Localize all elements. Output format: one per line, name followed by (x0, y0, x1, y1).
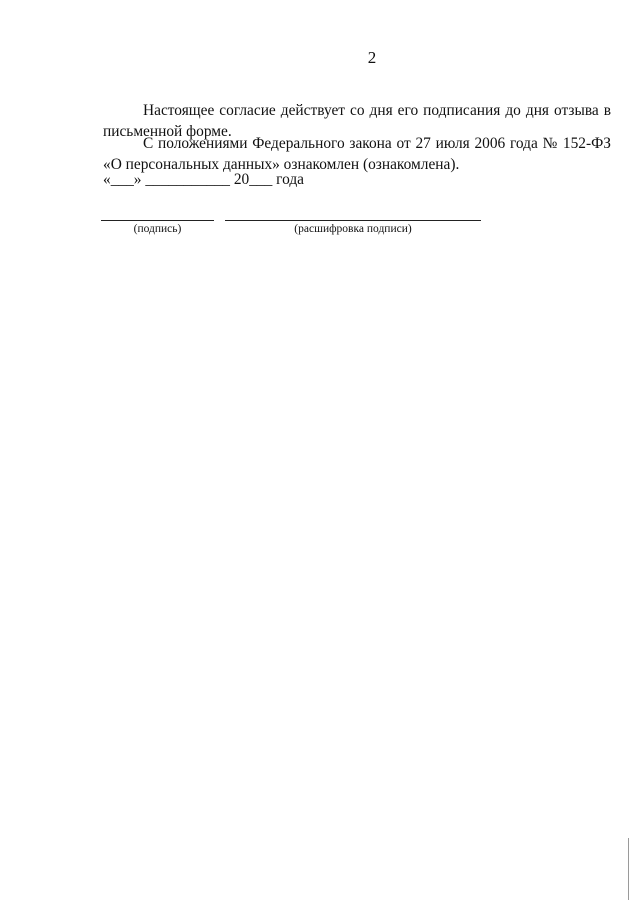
scan-edge-mark (628, 838, 629, 900)
signature-caption: (подпись) (133, 223, 182, 235)
signature-transcript-caption: (расшифровка подписи) (294, 223, 412, 235)
signature-line (101, 220, 214, 221)
page-number: 2 (367, 48, 377, 67)
date-line: «___» ___________ 20___ года (103, 171, 304, 188)
signature-transcript-line (225, 220, 481, 221)
consent-validity-paragraph: Настоящее согласие действует со дня его подписания до дня отзыва в письменной форме. (103, 102, 611, 141)
law-acknowledgement-paragraph: С положениями Федерального закона от 27 июля 2006 года № 152-ФЗ «О персональных данных» ознакомлен (ознакомлена). (103, 135, 611, 174)
